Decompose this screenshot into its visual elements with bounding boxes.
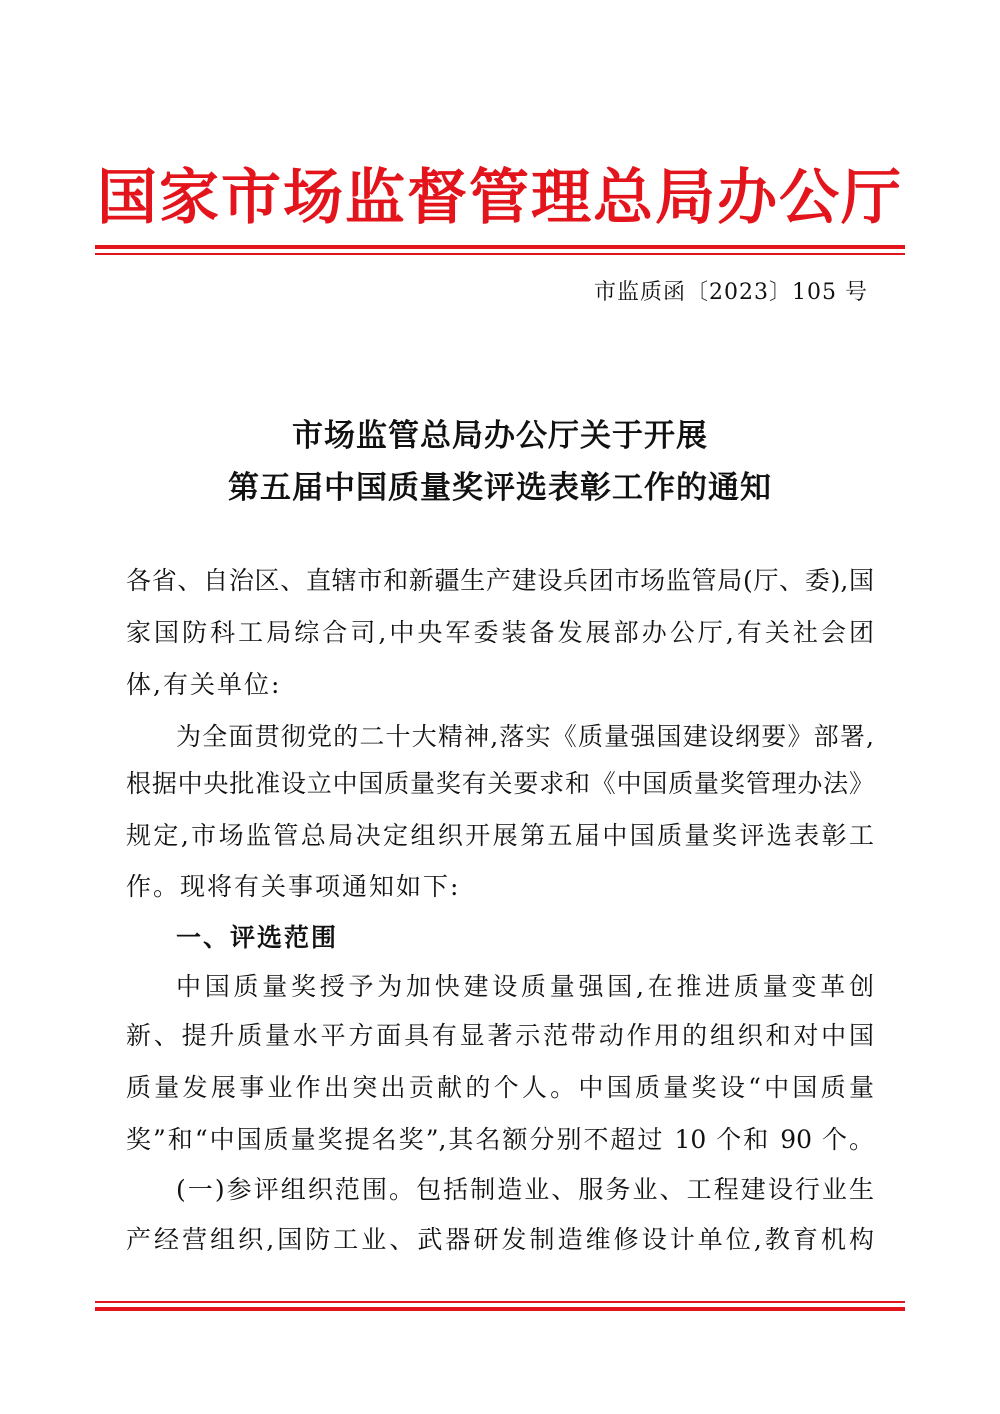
masthead-title: 国家市场监督管理总局办公厅 (97, 163, 903, 233)
paragraph-line: (一)参评组织范围。包括制造业、服务业、工程建设行业生 (176, 1175, 874, 1204)
masthead-rule-thick (95, 245, 905, 249)
paragraph-line: 产经营组织,国防工业、武器研发制造维修设计单位,教育机构 (126, 1225, 874, 1254)
document-title-line-1: 市场监管总局办公厅关于开展 (292, 418, 708, 454)
addressee-line-2: 家国防科工局综合司,中央军委装备发展部办公厅,有关社会团 (126, 618, 874, 647)
paragraph-line: 规定,市场监管总局决定组织开展第五届中国质量奖评选表彰工 (126, 821, 874, 850)
paragraph-line: 根据中央批准设立中国质量奖有关要求和《中国质量奖管理办法》 (126, 769, 874, 798)
paragraph-line: 奖”和“中国质量奖提名奖”,其名额分别不超过 10 个和 90 个。 (126, 1125, 874, 1154)
footer-rule-thick (95, 1307, 905, 1311)
masthead-rule-thin (95, 253, 905, 255)
addressee-line-3: 体,有关单位: (126, 670, 282, 699)
section-heading: 一、评选范围 (176, 923, 339, 952)
paragraph-line: 中国质量奖授予为加快建设质量强国,在推进质量变革创 (176, 972, 874, 1001)
paragraph-line: 作。现将有关事项通知如下: (126, 872, 461, 901)
footer-rule-thin (95, 1301, 905, 1303)
paragraph-line: 新、提升质量水平方面具有显著示范带动作用的组织和对中国 (126, 1021, 874, 1050)
paragraph-line: 质量发展事业作出突出贡献的个人。中国质量奖设“中国质量 (126, 1073, 874, 1102)
document-number: 市监质函〔2023〕105 号 (594, 280, 868, 305)
addressee-line-1: 各省、自治区、直辖市和新疆生产建设兵团市场监管局(厅、委),国 (126, 566, 874, 595)
paragraph-line: 为全面贯彻党的二十大精神,落实《质量强国建设纲要》部署, (176, 722, 874, 751)
document-title-line-2: 第五届中国质量奖评选表彰工作的通知 (228, 470, 772, 506)
